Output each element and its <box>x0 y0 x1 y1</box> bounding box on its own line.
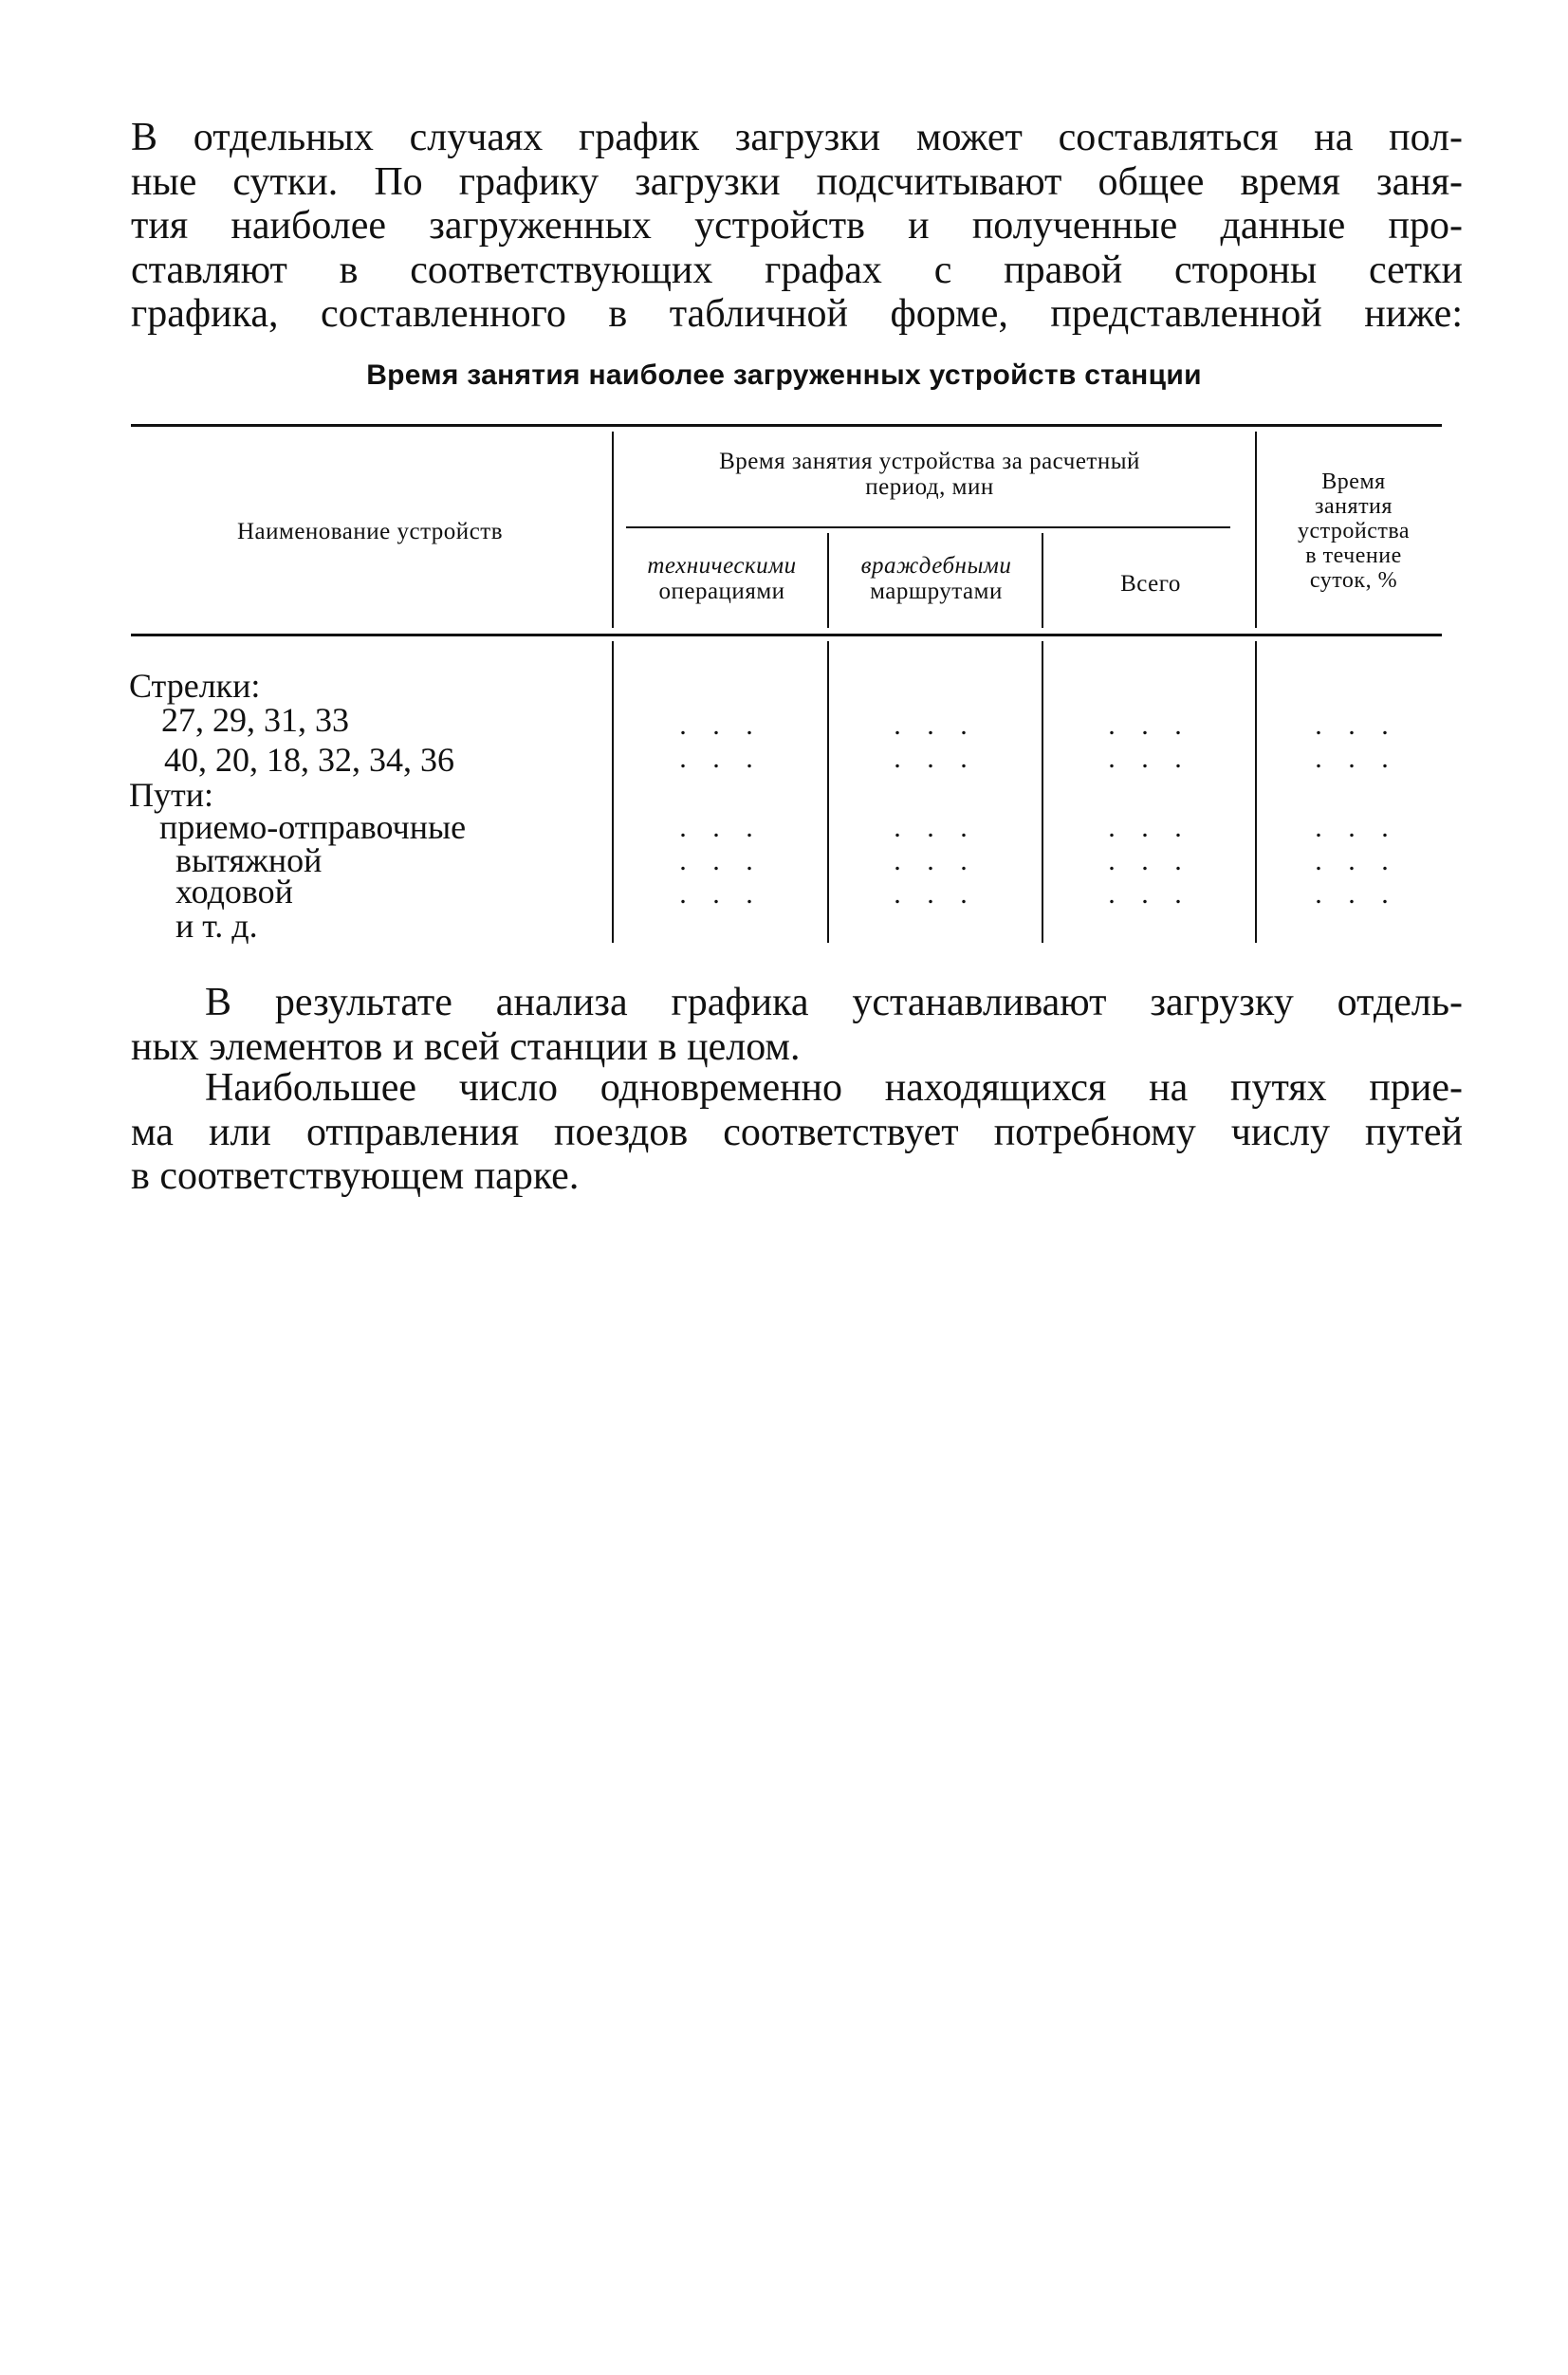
table-cell: . . . <box>1108 845 1191 876</box>
table-cell: . . . <box>1315 812 1398 843</box>
table-cell: . . . <box>1315 743 1398 774</box>
table-cell: . . . <box>894 845 977 876</box>
column-divider <box>1042 533 1043 628</box>
table-cell: . . . <box>679 845 763 876</box>
text-line: В результате анализа графика устанавливают загрузку отдель- <box>205 981 1463 1024</box>
table-cell: . . . <box>894 709 977 741</box>
text-line: ма или отправления поездов соответствует потребному числу путей <box>131 1110 1463 1154</box>
header-line: занятия <box>1315 494 1393 519</box>
column-divider <box>827 533 829 628</box>
header-daily-percent <box>1259 469 1448 593</box>
column-divider <box>827 641 829 943</box>
header-bottom-rule <box>131 634 1442 636</box>
table-cell: . . . <box>1315 709 1398 741</box>
row-label: ходовой <box>175 873 293 911</box>
conclusion-paragraph <box>131 1066 1463 1199</box>
header-line: период, мин <box>865 474 994 500</box>
text-line: тия наиболее загруженных устройств и полученные данные про- <box>131 204 1463 248</box>
table-cell: . . . <box>679 878 763 910</box>
table-cell: . . . <box>1108 709 1191 741</box>
text-line: Наибольшее число одновременно находящихся на путях прие- <box>205 1066 1463 1110</box>
text-line: ставляют в соответствующих графах с правой стороны сетки <box>131 248 1463 292</box>
table-cell: . . . <box>1108 743 1191 774</box>
header-line: устройства <box>1297 519 1411 543</box>
group-header-rule <box>626 526 1230 528</box>
device-load-table <box>0 0 1568 948</box>
header-technical-operations <box>617 553 827 604</box>
header-line: Время <box>1321 469 1386 494</box>
text-line: В отдельных случаях график загрузки может составляться на пол- <box>131 116 1463 159</box>
column-divider <box>612 432 614 628</box>
table-top-rule <box>131 424 1442 427</box>
row-label: 27, 29, 31, 33 <box>161 701 349 739</box>
header-line: в течение <box>1305 543 1402 568</box>
result-paragraph <box>131 981 1463 1069</box>
table-cell: . . . <box>894 812 977 843</box>
table-cell: . . . <box>894 878 977 910</box>
table-cell: . . . <box>679 812 763 843</box>
header-line: техническими <box>647 553 797 579</box>
row-label: Пути: <box>129 776 213 814</box>
text-line: ные сутки. По графику загрузки подсчитывают общее время заня- <box>131 159 1463 204</box>
text-line: в соответствующем парке. <box>131 1154 580 1198</box>
row-label: вытяжной <box>175 841 323 879</box>
table-cell: . . . <box>1108 812 1191 843</box>
table-cell: . . . <box>1108 878 1191 910</box>
header-line: маршрутами <box>870 579 1003 604</box>
column-divider <box>1042 641 1043 943</box>
header-line: суток, % <box>1309 568 1398 593</box>
text-line: графика, составленного в табличной форме, представленной ниже: <box>131 292 1463 336</box>
header-line: враждебными <box>860 553 1012 579</box>
column-divider <box>1255 432 1257 628</box>
table-cell: . . . <box>679 743 763 774</box>
row-label: и т. д. <box>175 907 258 945</box>
header-line: операциями <box>658 579 785 604</box>
header-line: Время занятия устройства за расчетный <box>719 449 1140 474</box>
text-line: ных элементов и всей станции в целом. <box>131 1024 801 1069</box>
header-occupation-period <box>626 449 1233 500</box>
table-cell: . . . <box>894 743 977 774</box>
header-total: Всего <box>1120 571 1181 597</box>
table-caption: Время занятия наиболее загруженных устройств станции <box>366 359 1202 391</box>
header-hostile-routes <box>831 553 1042 604</box>
table-cell: . . . <box>1315 878 1398 910</box>
header-device-name: Наименование устройств <box>236 519 504 544</box>
table-cell: . . . <box>1315 845 1398 876</box>
row-label: приемо-отправочные <box>159 808 467 846</box>
row-label: 40, 20, 18, 32, 34, 36 <box>164 741 454 779</box>
column-divider <box>612 641 614 943</box>
row-label: Стрелки: <box>129 667 261 705</box>
table-cell: . . . <box>679 709 763 741</box>
